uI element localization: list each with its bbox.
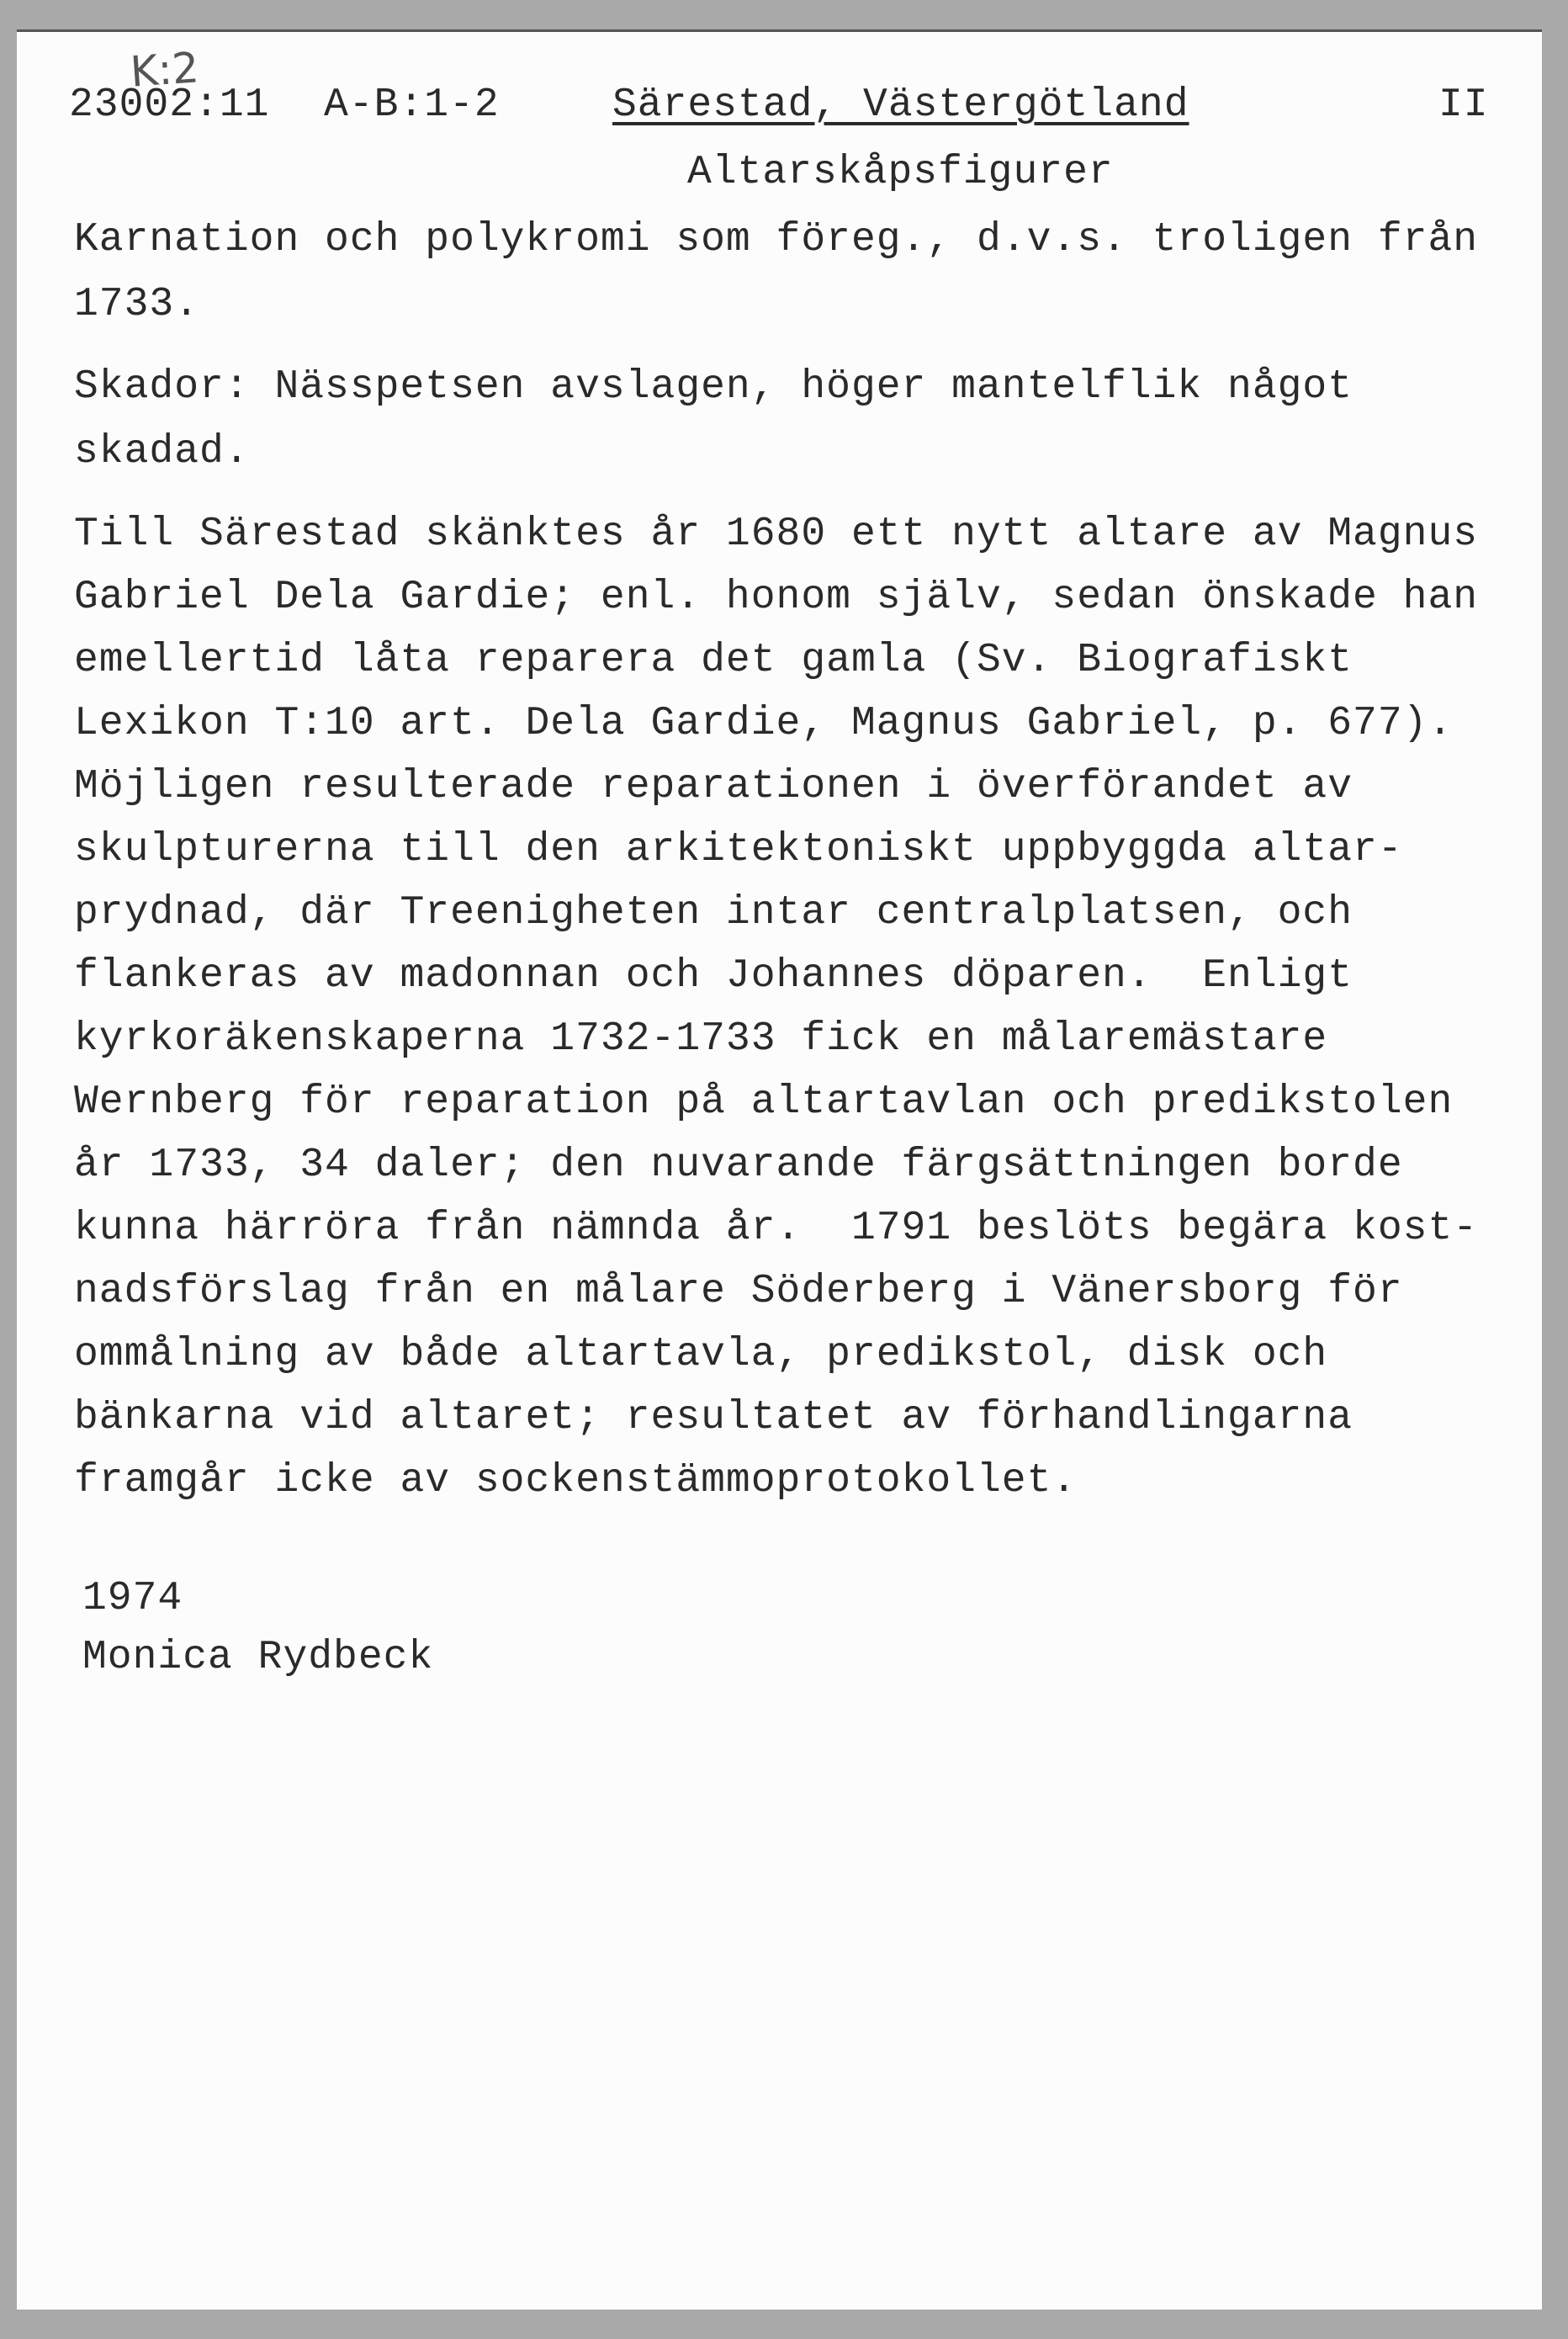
body-line: Karnation och polykromi som föreg., d.v.s. troligen från (74, 217, 1479, 263)
footer-year: 1974 (82, 1576, 183, 1621)
body-line: nadsförslag från en målare Söderberg i Vänersborg för (74, 1269, 1403, 1314)
body-line: Gabriel Dela Gardie; enl. honom själv, sedan önskade han (74, 575, 1479, 620)
location-heading: Särestad, Västergötland (612, 82, 1189, 128)
footer-author: Monica Rydbeck (82, 1635, 434, 1680)
archive-card (17, 29, 1542, 2310)
body-line: kunna härröra från nämnda år. 1791 beslöts begära kost- (74, 1206, 1479, 1251)
body-line: Wernberg för reparation på altartavlan och predikstolen (74, 1079, 1454, 1125)
body-line: år 1733, 34 daler; den nuvarande färgsättningen borde (74, 1143, 1403, 1188)
catalog-number: 23002:11 (69, 82, 270, 128)
body-line: skulpturerna till den arkitektoniskt uppbyggda altar- (74, 827, 1403, 872)
body-line: framgår icke av sockenstämmoprotokollet. (74, 1458, 1078, 1504)
card-number: II (1438, 82, 1489, 128)
body-line: kyrkoräkenskaperna 1732-1733 fick en målaremästare (74, 1016, 1328, 1062)
subject-heading: Altarskåpsfigurer (687, 150, 1114, 195)
body-line: 1733. (74, 282, 200, 327)
body-line: Möjligen resulterade reparationen i överförandet av (74, 764, 1353, 809)
body-line: Till Särestad skänktes år 1680 ett nytt altare av Magnus (74, 512, 1479, 557)
body-line: ommålning av både altartavla, predikstol, disk och (74, 1332, 1328, 1377)
body-line: prydnad, där Treenigheten intar centralplatsen, och (74, 890, 1353, 936)
body-line: bänkarna vid altaret; resultatet av förhandlingarna (74, 1395, 1353, 1440)
item-reference: A-B:1-2 (324, 82, 500, 128)
body-line: Skador: Nässpetsen avslagen, höger mantelflik något (74, 364, 1353, 410)
body-line: Lexikon T:10 art. Dela Gardie, Magnus Gabriel, p. 677). (74, 701, 1454, 746)
handwritten-mark: K:2 (129, 43, 201, 97)
body-line: flankeras av madonnan och Johannes döparen. Enligt (74, 953, 1353, 999)
body-line: skadad. (74, 429, 250, 475)
body-line: emellertid låta reparera det gamla (Sv. Biografiskt (74, 638, 1353, 683)
